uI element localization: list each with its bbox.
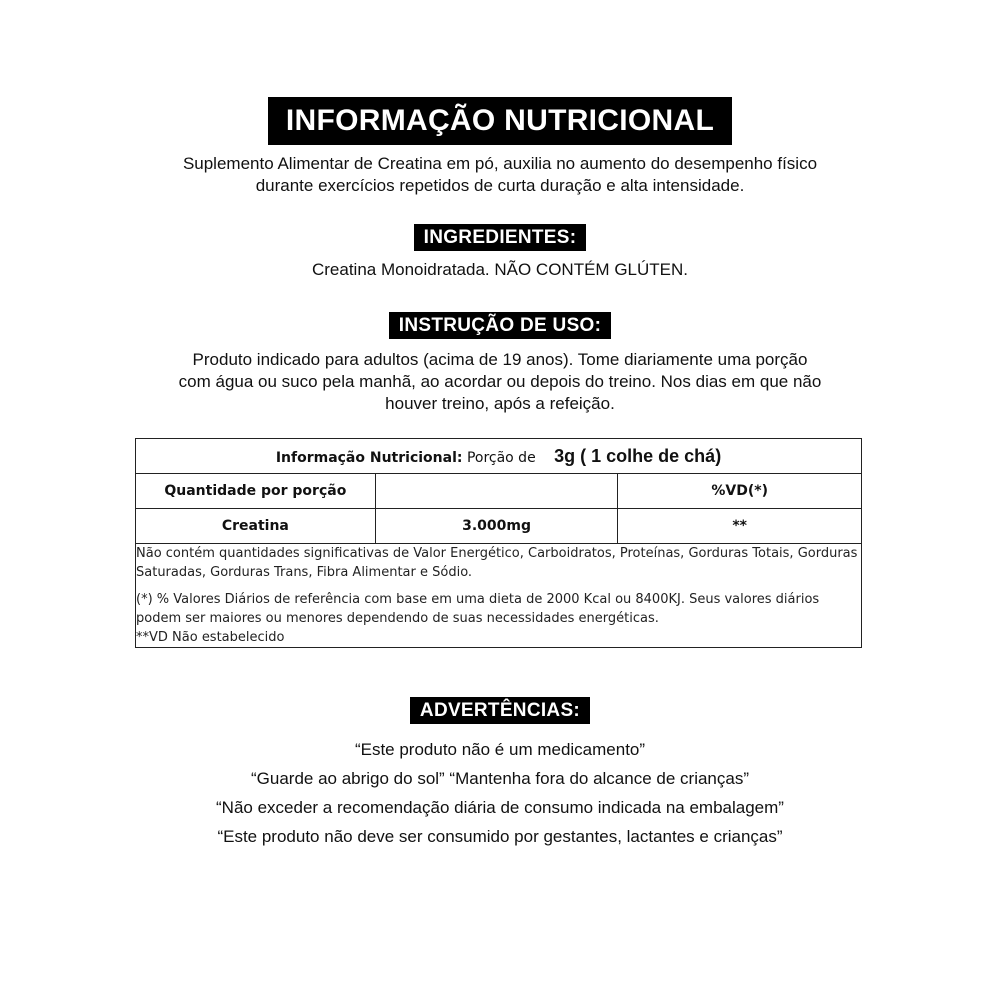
usage-line: Produto indicado para adultos (acima de 19 anos). Tome diariamente uma porção: [192, 350, 808, 369]
warnings-list: [0, 735, 1000, 851]
portion-value: 3g ( 1 colhe de chá): [554, 445, 722, 466]
intro-paragraph: [0, 153, 1000, 197]
table-header-cell: %VD(*): [618, 474, 862, 509]
table-header-cell: [375, 474, 618, 509]
ingredients-heading: [0, 224, 1000, 251]
intro-line: Suplemento Alimentar de Creatina em pó, auxilia no aumento do desempenho físico: [182, 154, 818, 173]
usage-line: com água ou suco pela manhã, ao acordar ou depois do treino. Nos dias em que não: [178, 372, 822, 391]
usage-paragraph: [0, 349, 1000, 415]
usage-heading-banner: INSTRUÇÃO DE USO:: [389, 312, 612, 339]
table-title-label: Informação Nutricional:: [275, 449, 463, 466]
warning-line: “Não exceder a recomendação diária de consumo indicada na embalagem”: [216, 798, 784, 817]
table-cell-vd: **: [618, 509, 862, 544]
table-note: Não contém quantidades significativas de Valor Energético, Carboidratos, Proteínas, Gorduras Totais, Gorduras Saturadas, Gorduras Trans, Fibra Alimentar e Sódio.: [136, 546, 858, 580]
nutrition-table-title-row: [136, 439, 862, 474]
intro-line: durante exercícios repetidos de curta duração e alta intensidade.: [255, 176, 745, 195]
usage-heading: [0, 312, 1000, 339]
table-notes: [136, 544, 862, 648]
warning-line: “Guarde ao abrigo do sol” “Mantenha fora do alcance de crianças”: [250, 769, 749, 788]
table-header-row: [136, 474, 862, 509]
table-note-text: (*) % Valores Diários de referência com base em uma dieta de 2000 Kcal ou 8400KJ. Seus valores diários podem ser maiores ou menores dependendo de suas necessidades energéticas.: [136, 592, 820, 626]
table-header-cell: Quantidade por porção: [136, 474, 376, 509]
portion-label: Porção de: [466, 449, 536, 466]
usage-line: houver treino, após a refeição.: [385, 394, 615, 413]
warning-line: “Este produto não deve ser consumido por gestantes, lactantes e crianças”: [217, 827, 783, 846]
table-cell-nutrient: Creatina: [136, 509, 376, 544]
ingredients-heading-banner: INGREDIENTES:: [414, 224, 587, 251]
main-title: [0, 97, 1000, 145]
warning-line: “Este produto não é um medicamento”: [354, 740, 646, 759]
table-cell-amount: 3.000mg: [375, 509, 618, 544]
main-title-banner: INFORMAÇÃO NUTRICIONAL: [268, 97, 732, 145]
table-note-text: **VD Não estabelecido: [136, 630, 285, 645]
table-row: [136, 509, 862, 544]
nutrition-table: [135, 438, 862, 648]
nutrition-table-title: [136, 439, 862, 474]
table-notes-row: [136, 544, 862, 648]
warnings-heading: [0, 697, 1000, 724]
table-note: [136, 590, 861, 647]
warnings-heading-banner: ADVERTÊNCIAS:: [410, 697, 590, 724]
ingredients-text: Creatina Monoidratada. NÃO CONTÉM GLÚTEN.: [311, 260, 688, 279]
